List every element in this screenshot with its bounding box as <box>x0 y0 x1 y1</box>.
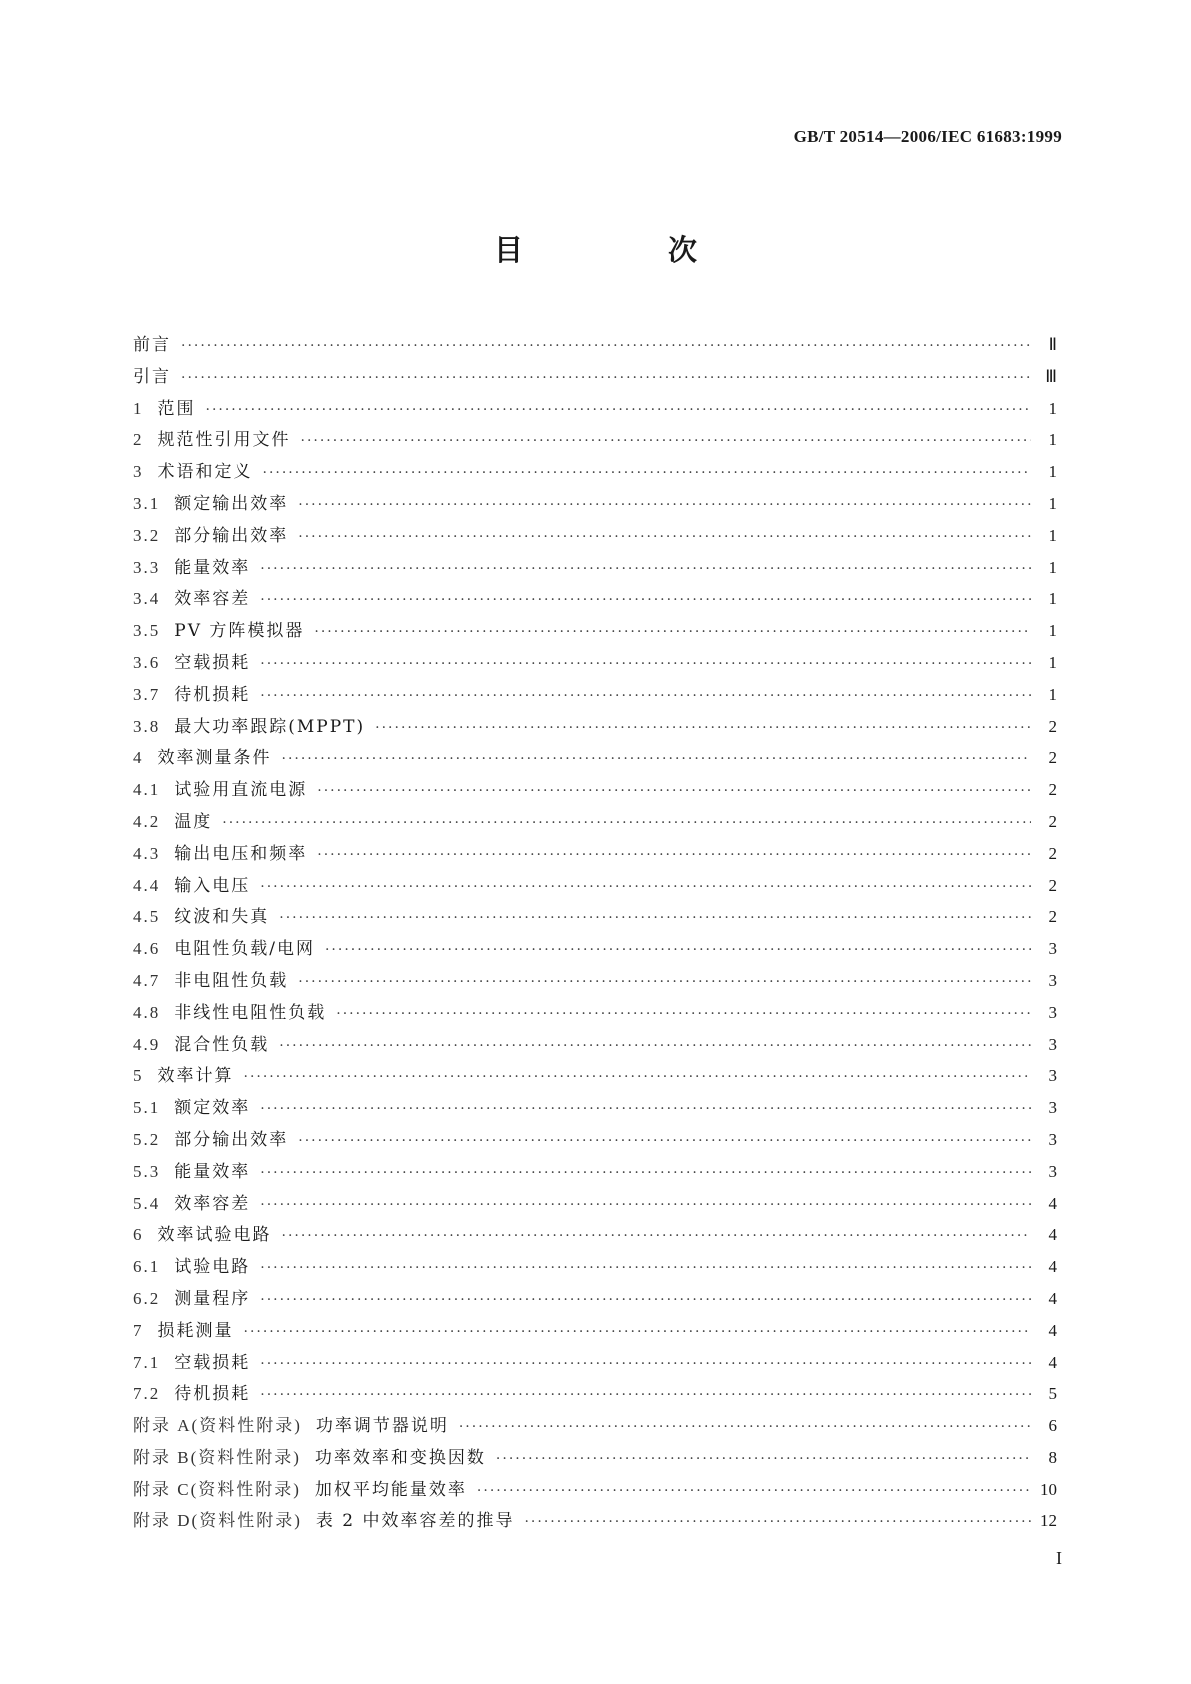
toc-entry-title: 混合性负载 <box>174 1034 270 1055</box>
toc-entry[interactable] <box>133 838 1057 870</box>
dot-leader <box>260 681 1031 713</box>
dot-leader <box>524 1507 1031 1539</box>
dot-leader <box>260 1158 1031 1190</box>
toc-entry[interactable] <box>133 520 1057 552</box>
toc-entry-number: 3.4 <box>133 589 161 609</box>
toc-entry[interactable] <box>133 393 1057 425</box>
toc-entry[interactable] <box>133 1347 1057 1379</box>
toc-entry-page: 2 <box>1048 780 1057 800</box>
toc-entry-page: 2 <box>1048 875 1057 895</box>
toc-entry[interactable] <box>133 1060 1057 1092</box>
toc-entry[interactable] <box>133 1283 1057 1315</box>
toc-entry-page: 3 <box>1048 1034 1057 1054</box>
toc-entry-page: 1 <box>1048 684 1057 704</box>
toc-entry[interactable] <box>133 806 1057 838</box>
toc-entry-page: 4 <box>1048 1288 1057 1308</box>
toc-entry-title: 空载损耗 <box>174 652 251 673</box>
toc-entry-page: 12 <box>1040 1511 1057 1531</box>
toc-entry-number: 4.2 <box>133 811 161 831</box>
dot-leader <box>477 1476 1031 1508</box>
dot-leader <box>375 713 1031 745</box>
toc-entry-title: 最大功率跟踪(MPPT) <box>174 716 366 737</box>
toc-entry-title: 额定输出效率 <box>174 493 289 514</box>
toc-entry-number: 5.1 <box>133 1098 161 1118</box>
toc-entry-title: 范围 <box>157 398 196 419</box>
toc-entry-number: 4.5 <box>133 907 161 927</box>
toc-entry-page: 4 <box>1048 1225 1057 1245</box>
toc-entry-title: 规范性引用文件 <box>157 430 291 451</box>
toc-entry-number: 1 <box>133 398 144 418</box>
toc-entry-page: 1 <box>1048 398 1057 418</box>
toc-entry-number: 3.7 <box>133 684 161 704</box>
toc-entry-title: 能量效率 <box>174 557 251 578</box>
toc-entry-page: 1 <box>1048 652 1057 672</box>
dot-leader <box>181 363 1031 395</box>
toc-entry-number: 3.1 <box>133 493 161 513</box>
toc-entry-number: 3.3 <box>133 557 161 577</box>
toc-entry-page: 3 <box>1048 939 1057 959</box>
toc-entry-title: 效率试验电路 <box>157 1225 272 1246</box>
toc-entry-number: 附录 B(资料性附录) <box>133 1447 301 1467</box>
toc-entry[interactable] <box>133 583 1057 615</box>
toc-entry[interactable] <box>133 488 1057 520</box>
toc-entry-page: 3 <box>1048 970 1057 990</box>
toc-entry-number: 7.1 <box>133 1352 161 1372</box>
dot-leader <box>260 1349 1031 1381</box>
page-number: I <box>1056 1548 1062 1568</box>
toc-entry[interactable] <box>133 647 1057 679</box>
toc-entry-page: 4 <box>1048 1193 1057 1213</box>
toc-entry-page: 1 <box>1048 621 1057 641</box>
dot-leader <box>314 617 1031 649</box>
toc-entry-number: 附录 A(资料性附录) <box>133 1416 302 1436</box>
toc-entry-title: 额定效率 <box>174 1098 251 1119</box>
dot-leader <box>317 840 1031 872</box>
toc-entry[interactable] <box>133 933 1057 965</box>
dot-leader <box>279 903 1031 935</box>
toc-entry-page: 1 <box>1048 525 1057 545</box>
toc-entry-number: 6.2 <box>133 1288 161 1308</box>
toc-entry-page: 1 <box>1048 589 1057 609</box>
dot-leader <box>260 872 1031 904</box>
toc-entry-title: 功率调节器说明 <box>315 1416 449 1437</box>
toc-entry-page: 10 <box>1040 1479 1057 1499</box>
toc-entry-title: 测量程序 <box>174 1288 251 1309</box>
standard-number: GB/T 20514—2006/IEC 61683:1999 <box>793 127 1062 146</box>
toc-entry[interactable] <box>133 774 1057 806</box>
toc-entry[interactable] <box>133 424 1057 456</box>
toc-entry-page: 1 <box>1048 430 1057 450</box>
toc-entry-title: 非电阻性负载 <box>174 970 289 991</box>
dot-leader <box>260 1380 1031 1412</box>
toc-entry-number: 5.4 <box>133 1193 161 1213</box>
toc-entry-title: 电阻性负载/电网 <box>174 939 315 960</box>
toc-entry[interactable] <box>133 1188 1057 1220</box>
toc-entry[interactable] <box>133 361 1057 393</box>
toc-entry-title: 纹波和失真 <box>174 907 270 928</box>
table-of-contents <box>133 329 1057 1537</box>
page-title: 目 次 <box>493 233 755 267</box>
dot-leader <box>260 554 1031 586</box>
toc-entry-page: 2 <box>1048 748 1057 768</box>
toc-entry-number: 3.6 <box>133 652 161 672</box>
toc-entry-number: 附录 D(资料性附录) <box>133 1511 302 1531</box>
toc-entry-page: 6 <box>1048 1416 1057 1436</box>
toc-entry-title: 待机损耗 <box>174 684 251 705</box>
toc-entry[interactable] <box>133 1315 1057 1347</box>
dot-leader <box>282 1221 1032 1253</box>
toc-entry-number: 4.9 <box>133 1034 161 1054</box>
toc-entry-page: 2 <box>1048 907 1057 927</box>
toc-entry-page: 5 <box>1048 1384 1057 1404</box>
dot-leader <box>459 1412 1031 1444</box>
toc-entry-page: Ⅱ <box>1048 335 1057 354</box>
toc-entry-page: 8 <box>1048 1447 1057 1467</box>
toc-entry-number: 7.2 <box>133 1384 161 1404</box>
toc-entry-title: 损耗测量 <box>157 1320 234 1341</box>
toc-entry-number: 7 <box>133 1320 144 1340</box>
toc-entry-title: PV 方阵模拟器 <box>174 621 305 642</box>
toc-entry-number: 6.1 <box>133 1257 161 1277</box>
toc-entry-title: 引言 <box>133 366 171 387</box>
toc-entry-number: 4.6 <box>133 939 161 959</box>
dot-leader <box>317 776 1031 808</box>
toc-entry-number: 3.5 <box>133 621 161 641</box>
toc-entry-number: 4.7 <box>133 970 161 990</box>
toc-entry-title: 部分输出效率 <box>174 525 289 546</box>
toc-entry-title: 试验电路 <box>174 1257 251 1278</box>
toc-entry-number: 3.8 <box>133 716 161 736</box>
dot-leader <box>279 1031 1031 1063</box>
toc-entry-title: 效率容差 <box>174 1193 251 1214</box>
dot-leader <box>298 967 1031 999</box>
toc-entry[interactable] <box>133 1251 1057 1283</box>
toc-entry-page: 2 <box>1048 811 1057 831</box>
toc-entry-title: 温度 <box>174 811 213 832</box>
toc-entry[interactable] <box>133 711 1057 743</box>
toc-entry-title: 前言 <box>133 335 171 355</box>
toc-entry[interactable] <box>133 615 1057 647</box>
toc-entry-title: 功率效率和变换因数 <box>314 1447 486 1468</box>
toc-entry-page: 2 <box>1048 843 1057 863</box>
toc-entry-page: 3 <box>1048 1002 1057 1022</box>
toc-entry-title: 术语和定义 <box>157 462 253 483</box>
toc-entry-page: 4 <box>1048 1320 1057 1340</box>
toc-entry-page: 3 <box>1048 1098 1057 1118</box>
toc-entry-title: 加权平均能量效率 <box>314 1479 467 1500</box>
toc-entry[interactable] <box>133 1378 1057 1410</box>
toc-entry-number: 4.3 <box>133 843 161 863</box>
dot-leader <box>260 1285 1031 1317</box>
toc-entry[interactable] <box>133 456 1057 488</box>
dot-leader <box>496 1444 1031 1476</box>
toc-entry[interactable] <box>133 901 1057 933</box>
dot-leader <box>244 1062 1032 1094</box>
toc-entry[interactable] <box>133 1474 1057 1506</box>
dot-leader <box>298 522 1031 554</box>
toc-entry-page: Ⅲ <box>1045 366 1057 386</box>
dot-leader <box>298 490 1031 522</box>
toc-entry-title: 表 2 中效率容差的推导 <box>315 1511 515 1532</box>
toc-entry-number: 3 <box>133 462 144 482</box>
toc-entry[interactable] <box>133 1156 1057 1188</box>
dot-leader <box>263 458 1032 490</box>
toc-entry-page: 3 <box>1048 1161 1057 1181</box>
dot-leader <box>282 744 1032 776</box>
toc-entry-page: 1 <box>1048 462 1057 482</box>
toc-entry-page: 1 <box>1048 557 1057 577</box>
toc-entry-title: 效率容差 <box>174 589 251 610</box>
dot-leader <box>222 808 1031 840</box>
toc-entry-page: 4 <box>1048 1352 1057 1372</box>
dot-leader <box>325 935 1031 967</box>
toc-entry-page: 1 <box>1048 493 1057 513</box>
dot-leader <box>260 649 1031 681</box>
dot-leader <box>260 1253 1031 1285</box>
dot-leader <box>301 426 1032 458</box>
toc-entry-page: 3 <box>1048 1129 1057 1149</box>
toc-entry-number: 2 <box>133 430 144 450</box>
toc-entry-number: 附录 C(资料性附录) <box>133 1479 301 1499</box>
toc-entry[interactable] <box>133 997 1057 1029</box>
toc-entry-title: 输入电压 <box>174 875 251 896</box>
dot-leader <box>260 1094 1031 1126</box>
toc-entry[interactable] <box>133 870 1057 902</box>
toc-entry[interactable] <box>133 329 1057 361</box>
dot-leader <box>260 1190 1031 1222</box>
toc-entry-number: 4 <box>133 748 144 768</box>
toc-entry-number: 6 <box>133 1225 144 1245</box>
toc-entry[interactable] <box>133 1092 1057 1124</box>
dot-leader <box>336 999 1031 1031</box>
toc-entry[interactable] <box>133 742 1057 774</box>
toc-entry-number: 5.2 <box>133 1129 161 1149</box>
toc-entry-title: 能量效率 <box>174 1161 251 1182</box>
toc-entry-title: 效率计算 <box>157 1066 234 1087</box>
dot-leader <box>181 331 1031 363</box>
toc-entry-page: 4 <box>1048 1257 1057 1277</box>
toc-entry[interactable] <box>133 1029 1057 1061</box>
toc-entry[interactable] <box>133 965 1057 997</box>
toc-entry-page: 3 <box>1048 1066 1057 1086</box>
toc-entry[interactable] <box>133 1219 1057 1251</box>
toc-entry-number: 4.8 <box>133 1002 161 1022</box>
toc-entry-number: 5 <box>133 1066 144 1086</box>
toc-entry-number: 3.2 <box>133 525 161 545</box>
toc-entry-number: 4.4 <box>133 875 161 895</box>
toc-entry-title: 输出电压和频率 <box>174 843 308 864</box>
toc-entry-number: 5.3 <box>133 1161 161 1181</box>
toc-entry[interactable] <box>133 1410 1057 1442</box>
toc-entry[interactable] <box>133 1124 1057 1156</box>
dot-leader <box>244 1317 1032 1349</box>
dot-leader <box>260 585 1031 617</box>
dot-leader <box>298 1126 1031 1158</box>
toc-entry-title: 空载损耗 <box>174 1352 251 1373</box>
toc-entry-title: 部分输出效率 <box>174 1129 289 1150</box>
dot-leader <box>206 395 1032 427</box>
toc-entry[interactable] <box>133 679 1057 711</box>
toc-entry[interactable] <box>133 1505 1057 1537</box>
toc-entry-title: 试验用直流电源 <box>174 780 308 801</box>
toc-entry[interactable] <box>133 552 1057 584</box>
toc-entry-number: 4.1 <box>133 780 161 800</box>
toc-entry-page: 2 <box>1048 716 1057 736</box>
toc-entry-title: 非线性电阻性负载 <box>174 1002 327 1023</box>
toc-entry-title: 效率测量条件 <box>157 748 272 769</box>
toc-entry-title: 待机损耗 <box>174 1384 251 1405</box>
toc-entry[interactable] <box>133 1442 1057 1474</box>
